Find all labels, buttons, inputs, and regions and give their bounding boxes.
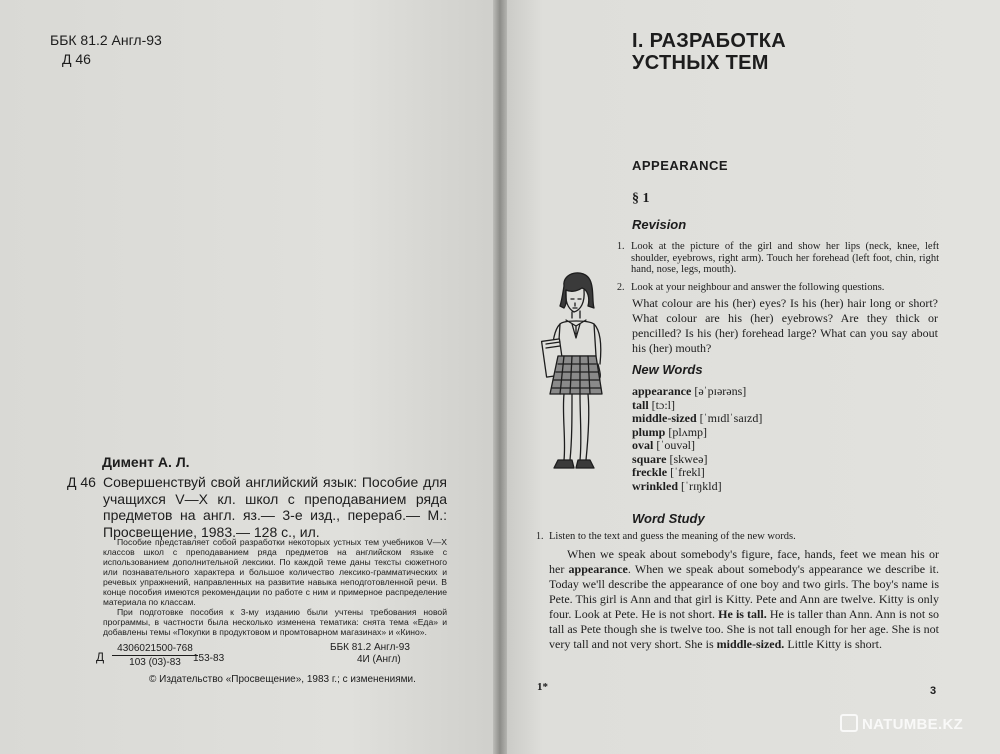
index-numerator: 4306021500-768	[112, 643, 198, 656]
vocab-word: square	[632, 451, 667, 466]
bbk-classification-bottom	[330, 642, 410, 666]
list-item	[632, 385, 762, 399]
vocab-word: plump	[632, 424, 666, 439]
vocab-ipa: [plʌmp]	[668, 424, 708, 439]
new-words-heading: New Words	[632, 362, 703, 377]
story-text	[549, 547, 939, 652]
book-description: Совершенствуй свой английский язык: Пособие для учащихся V—X кл. школ с преподаванием ряда предметов на англ. яз.— 3-е изд., перераб.— М.: Просвещение, 1983.— 128 с., ил.	[103, 474, 447, 540]
abstract-paragraph-1: Пособие представляет собой разработки некоторых устных тем учебников V—X классов школ с преподаванием ряда предметов на английском языке с использованием дополнительной лексики. По каждой теме даны тексты сюжетного или познавательного характера и большое количество лексико-грамматических и речевых упражнений, направленных на развитие навыка неподготовленной речи. В конце пособия имеются рекомендации по работе с ним и примерное распределение материала по классам.	[103, 537, 447, 607]
bbk-classification-top: ББК 81.2 Англ-93	[50, 32, 162, 48]
question-2-number: 2.	[617, 282, 625, 293]
story-paragraph	[549, 547, 939, 652]
vocab-ipa: [ˈrɪŋkld]	[681, 478, 722, 493]
question-2-text: Look at your neighbour and answer the following questions.	[631, 282, 885, 293]
word-study-heading: Word Study	[632, 511, 705, 526]
author-code: Д 46	[67, 474, 96, 490]
vocab-word: wrinkled	[632, 478, 679, 493]
chapter-title	[632, 30, 786, 74]
list-item	[632, 480, 762, 494]
list-item	[632, 399, 762, 413]
book-abstract	[103, 537, 447, 637]
page-number: 3	[930, 685, 937, 697]
chapter-title-line-2: УСТНЫХ ТЕМ	[632, 52, 769, 74]
vocab-word: tall	[632, 397, 649, 412]
story-bold-2: He is tall.	[718, 607, 767, 621]
list-item	[632, 439, 762, 453]
book-spine	[493, 0, 507, 754]
site-watermark	[840, 716, 963, 734]
exercise-1-number: 1.	[536, 531, 544, 542]
question-1-number: 1.	[617, 241, 625, 252]
revision-heading: Revision	[632, 217, 687, 232]
question-2-body: What colour are his (her) eyes? Is his (her) hair long or short? What colour are his (her) eyebrows? Are they thick or pencilled? Is his (her) forehead large? What can you say about his (her) mouth?	[632, 296, 938, 355]
vocab-word: oval	[632, 438, 654, 452]
girl-illustration	[536, 268, 610, 480]
story-part-3: He is taller than Ann. Ann is not so tall as Pete though she is twelve too. She is not tall enough for her age. She is not very tall and not very short. She is	[549, 607, 940, 651]
vocab-word: middle-sized	[632, 411, 697, 425]
list-item	[632, 412, 762, 426]
watermark-text: NATUMBE.KZ	[862, 716, 964, 733]
index-fraction	[112, 643, 198, 668]
index-suffix: 153-83	[193, 653, 225, 664]
copyright-notice: © Издательство «Просвещение», 1983 г.; с изменениями.	[149, 674, 416, 685]
list-item	[632, 426, 762, 440]
story-part-2: . When we speak about somebody's appearance we describe it. Today we'll describe the appearance of one boy and two girls. The boy's name is Pete. This girl is Ann and that girl is Kitty. Pete and Ann are twelve. Kitty is only four. Look at Pete. He is not short.	[549, 562, 939, 621]
bbk-line-1: ББК 81.2 Англ-93	[330, 642, 410, 653]
exercise-1-text: Listen to the text and guess the meaning of the new words.	[549, 531, 796, 542]
vocab-ipa: [skweə]	[669, 451, 708, 466]
vocab-ipa: [ˈmɪdlˈsaɪzd]	[699, 411, 763, 425]
author-code-top: Д 46	[62, 51, 91, 67]
story-bold-3: middle-sized.	[716, 637, 785, 651]
chapter-title-line-1: I. РАЗРАБОТКА	[632, 30, 786, 52]
watermark-logo-icon	[840, 714, 858, 732]
story-part-1: When we speak about somebody's figure, face, hands, feet we mean his or her	[549, 547, 939, 576]
section-title: APPEARANCE	[632, 158, 729, 173]
paragraph-mark: § 1	[632, 191, 650, 206]
question-1-text: Look at the picture of the girl and show her lips (neck, knee, left shoulder, eyebrows, right arm). Touch her forehead (left foot, chin, right hand, nose, legs, mouth).	[631, 241, 939, 275]
printer-signature: 1*	[537, 681, 548, 693]
author-name: Димент А. Л.	[102, 454, 190, 470]
list-item	[632, 453, 762, 467]
bbk-line-2: 4И (Англ)	[357, 654, 401, 665]
story-bold-1: appearance	[568, 562, 628, 576]
vocab-ipa: [tɔ:l]	[651, 397, 675, 412]
vocab-word: freckle	[632, 465, 668, 479]
new-words-list	[632, 385, 762, 493]
left-page	[0, 0, 497, 754]
list-item	[632, 466, 762, 480]
vocab-ipa: [ˈfrekl]	[670, 465, 705, 479]
abstract-paragraph-2: При подготовке пособия к 3-му изданию были учтены требования новой программы, в частности была несколько изменена тематика: снята тема «Еда» и добавлены темы «Покупки в продуктовом и промтоварном магазинах» и «Кино».	[103, 607, 447, 637]
index-letter: Д	[96, 650, 105, 664]
index-denominator: 103 (03)-83	[129, 657, 181, 668]
story-part-4: Little Kitty is short.	[784, 637, 882, 651]
vocab-word: appearance	[632, 384, 692, 398]
vocab-ipa: [ˈouvəl]	[656, 438, 695, 452]
vocab-ipa: [əˈpɪərəns]	[694, 384, 747, 398]
